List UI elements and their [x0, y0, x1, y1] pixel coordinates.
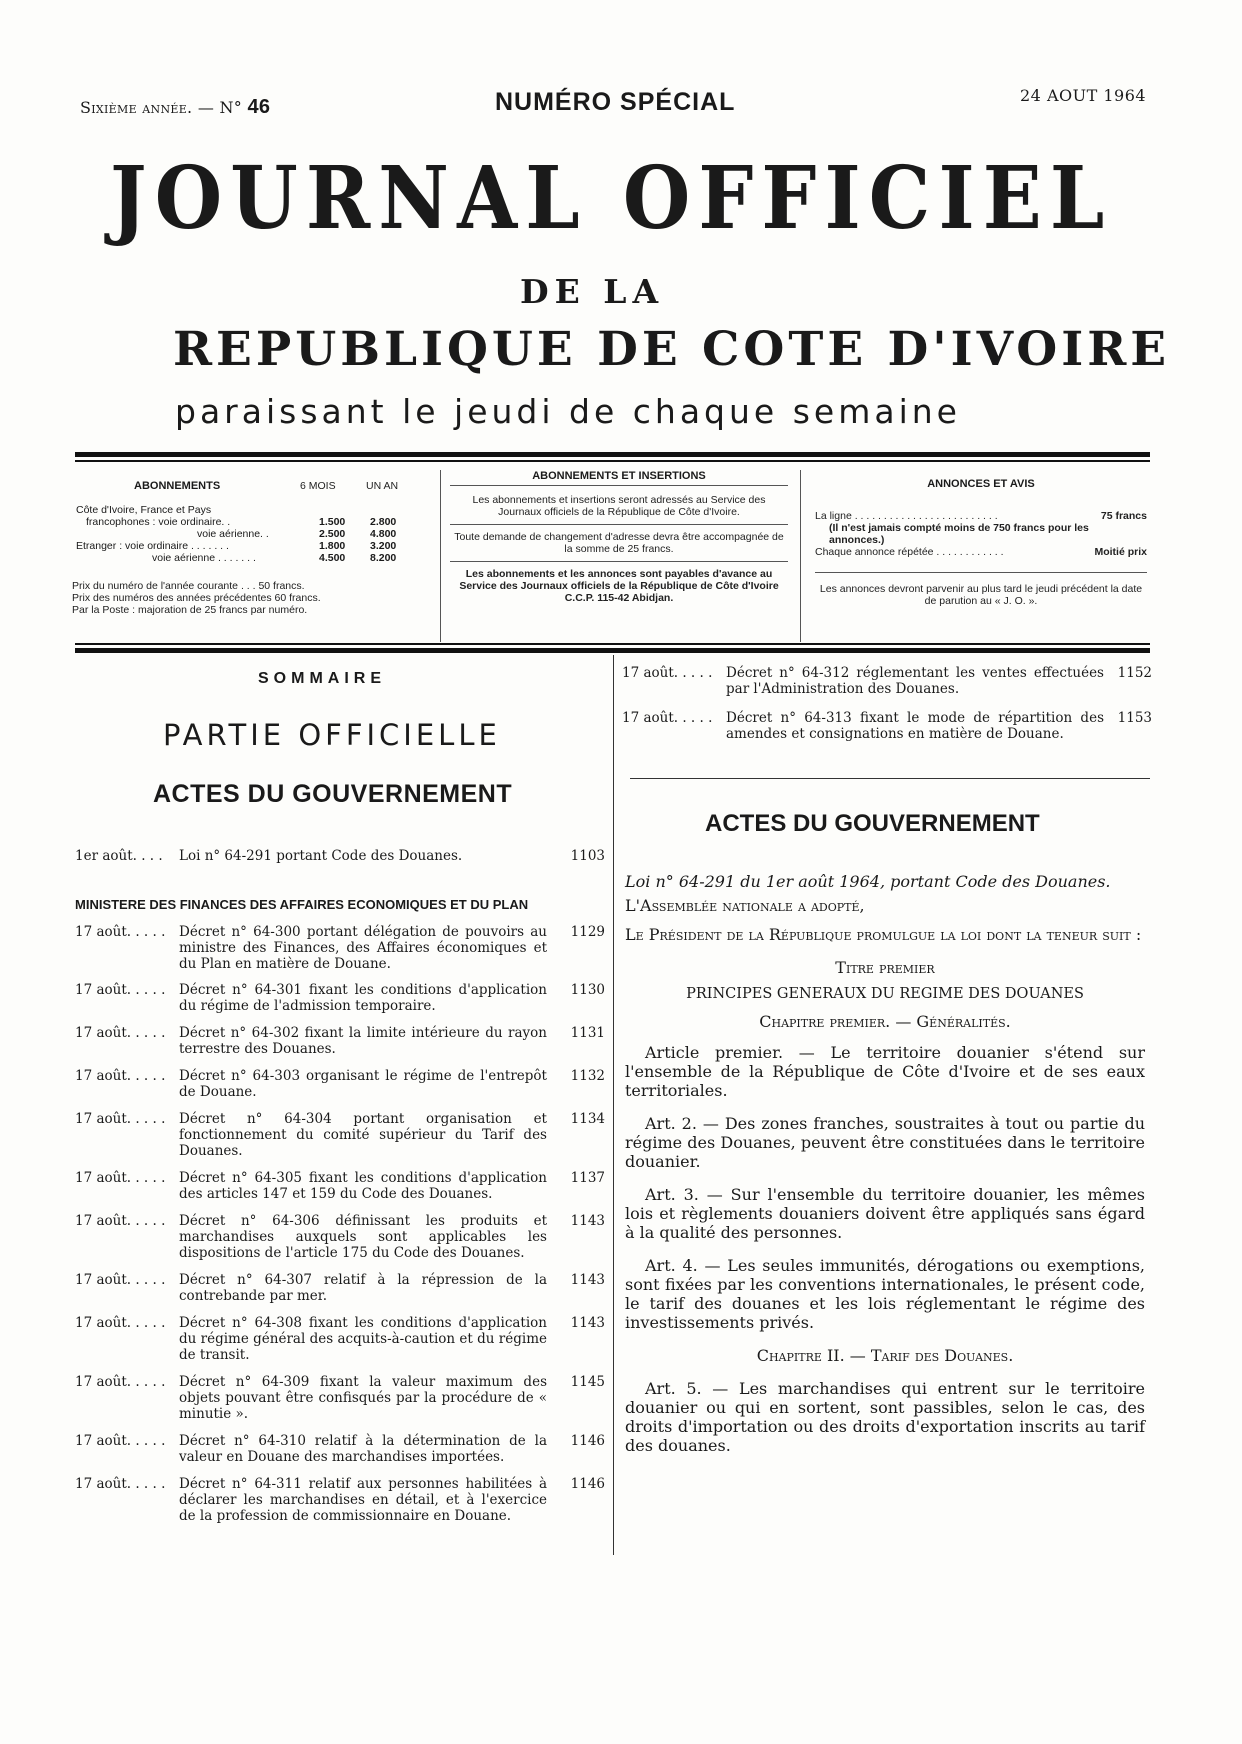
- toc-page: 1146: [570, 1476, 605, 1492]
- rate-label: Etranger : voie ordinaire . . . . . . .: [76, 540, 229, 552]
- toc-text: Décret n° 64-300 portant délégation de pouvoirs au ministre des Finances, des Affaires économiques et du Plan en matière de Douane.: [179, 924, 547, 972]
- toc-page: 1145: [570, 1374, 605, 1390]
- price-notes: [72, 580, 432, 616]
- toc-date: 17 août. . . . .: [75, 924, 166, 940]
- toc-page: 1132: [570, 1068, 605, 1084]
- toc-date: 17 août. . . . .: [75, 1315, 166, 1331]
- toc-text: Décret n° 64-303 organisant le régime de l'entrepôt de Douane.: [179, 1068, 547, 1100]
- sommaire-heading: SOMMAIRE: [258, 670, 386, 687]
- partie-officielle: PARTIE OFFICIELLE: [163, 718, 501, 752]
- toc-date: 1er août. . . .: [75, 848, 163, 864]
- line-price-value: 75 francs: [1100, 510, 1147, 522]
- toc-page: 1153: [1117, 710, 1152, 726]
- toc-date: 17 août. . . . .: [75, 1213, 166, 1229]
- toc-text: Décret n° 64-302 fixant la limite intérieure du rayon terrestre des Douanes.: [179, 1025, 547, 1057]
- rate-label: voie aérienne. .: [197, 528, 269, 540]
- rate-label: francophones : voie ordinaire. .: [86, 516, 231, 528]
- inserts-p2: Toute demande de changement d'adresse devra être accompagnée de la somme de 25 francs.: [454, 531, 784, 555]
- republic-name: REPUBLIQUE DE COTE D'IVOIRE: [173, 322, 1171, 377]
- subscriptions-heading: ABONNEMENTS: [134, 480, 221, 492]
- journal-title: JOURNAL OFFICIEL: [110, 148, 1113, 249]
- toc-text: Décret n° 64-310 relatif à la détermination de la valeur en Douane des marchandises importées.: [179, 1433, 547, 1465]
- toc-page: 1146: [570, 1433, 605, 1449]
- repeat-price-label: Chaque annonce répétée . . . . . . . . . . . .: [815, 546, 1004, 558]
- article-5: Art. 5. — Les marchandises qui entrent sur le territoire douanier ou qui en sortent, sont passibles, selon le cas, des droits d'importation ou des droits d'exportation inscrits au tarif des douanes.: [625, 1379, 1145, 1455]
- rate-year: 2.800: [370, 516, 397, 528]
- toc-date: 17 août. . . . .: [75, 1476, 166, 1492]
- price-line: Par la Poste : majoration de 25 francs par numéro.: [72, 604, 308, 616]
- principes-heading: PRINCIPES GENERAUX DU REGIME DES DOUANES: [686, 986, 1084, 1002]
- inserts-heading: ABONNEMENTS ET INSERTIONS: [532, 470, 706, 482]
- announcements-box: [815, 478, 1147, 607]
- col-six-months: 6 MOIS: [300, 480, 336, 492]
- toc-date: 17 août. . . . .: [75, 1272, 166, 1288]
- repeat-price: [815, 546, 1147, 558]
- rate-six: 2.500: [319, 528, 346, 540]
- issue-date: 24 AOUT 1964: [1020, 86, 1147, 105]
- toc-page: 1129: [570, 924, 605, 940]
- deadline-note: Les annonces devront parvenir au plus tard le jeudi précédent la date de parution au « J. O. ».: [819, 583, 1143, 607]
- rate-year: 8.200: [370, 552, 397, 564]
- rate-label: Côte d'Ivoire, France et Pays: [76, 504, 212, 516]
- minimum-note: (Il n'est jamais compté moins de 750 francs pour les annonces.): [829, 522, 1089, 546]
- rate-year: [366, 504, 417, 516]
- col-one-year: UN AN: [366, 480, 399, 492]
- article-body: [625, 872, 1145, 1455]
- toc-date: 17 août. . . . .: [75, 1068, 166, 1084]
- toc-text: Décret n° 64-309 fixant la valeur maximum des objets pouvant être confisqués par la procédure de « minutie ».: [179, 1374, 547, 1422]
- toc-page: 1152: [1117, 665, 1152, 681]
- loi-title: Loi n° 64-291 du 1er août 1964, portant Code des Douanes.: [625, 872, 1111, 891]
- rate-six: [315, 504, 366, 516]
- toc-date: 17 août. . . . .: [622, 665, 713, 681]
- titre-premier: Titre premier: [835, 958, 935, 977]
- toc-date: 17 août. . . . .: [75, 982, 166, 998]
- box-divider: [800, 470, 801, 642]
- toc-page: 1130: [570, 982, 605, 998]
- toc-text: Décret n° 64-304 portant organisation et fonctionnement du comité supérieur du Tarif des Douanes.: [179, 1111, 547, 1159]
- section-rule: [630, 778, 1150, 779]
- line-price-label: La ligne . . . . . . . . . . . . . . . . . . . . . . . . .: [815, 510, 998, 522]
- article-4: Art. 4. — Les seules immunités, dérogations ou exemptions, sont fixées par les conventions internationales, le présent code, le tarif des douanes et les lois réglementant le régime des investissements privés.: [625, 1256, 1145, 1332]
- price-line: Prix des numéros des années précédentes 60 francs.: [72, 592, 321, 604]
- toc-date: 17 août. . . . .: [75, 1025, 166, 1041]
- toc-page: 1134: [570, 1111, 605, 1127]
- box-divider: [440, 470, 441, 642]
- column-divider: [613, 655, 614, 1555]
- toc-text: Décret n° 64-311 relatif aux personnes habilitées à déclarer les marchandises en détail, et à l'exercice de la profession de commissionnaire en Douane.: [179, 1476, 547, 1524]
- ministry-heading: MINISTERE DES FINANCES DES AFFAIRES ECONOMIQUES ET DU PLAN: [75, 897, 529, 912]
- annonces-heading: ANNONCES ET AVIS: [927, 478, 1035, 490]
- toc-page: 1143: [570, 1213, 605, 1229]
- article-2: Art. 2. — Des zones franches, soustraites à tout ou partie du régime des Douanes, peuvent être constituées dans le territoire douanier.: [625, 1114, 1145, 1171]
- journal-de-la: DE LA: [520, 272, 665, 311]
- toc-text: Décret n° 64-313 fixant le mode de répartition des amendes et consignations en matière de Douane.: [726, 710, 1104, 742]
- price-line: Prix du numéro de l'année courante . . . 50 francs.: [72, 580, 305, 592]
- table-row: [72, 552, 417, 564]
- toc-date: 17 août. . . . .: [622, 710, 713, 726]
- rate-year: 3.200: [370, 540, 397, 552]
- toc-date: 17 août. . . . .: [75, 1111, 166, 1127]
- assemblee-line: L'Assemblée nationale a adopté,: [625, 896, 865, 915]
- table-row: [72, 516, 417, 528]
- table-row: [72, 540, 417, 552]
- toc-page: 1131: [570, 1025, 605, 1041]
- rate-six: 1.500: [319, 516, 346, 528]
- president-line: Le Président de la République promulgue la loi dont la teneur suit :: [625, 925, 1142, 944]
- bottom-rule-thin: [75, 643, 1150, 645]
- issue-number: 46: [247, 96, 271, 118]
- toc-text: Décret n° 64-312 réglementant les ventes effectuées par l'Administration des Douanes.: [726, 665, 1104, 697]
- toc-text: Décret n° 64-301 fixant les conditions d'application du régime de l'admission temporaire.: [179, 982, 547, 1014]
- toc-text: Décret n° 64-305 fixant les conditions d'application des articles 147 et 159 du Code des Douanes.: [179, 1170, 547, 1202]
- actes-heading-right: ACTES DU GOUVERNEMENT: [705, 810, 1040, 837]
- rate-year: 4.800: [370, 528, 397, 540]
- chapitre-2: Chapitre II. — Tarif des Douanes.: [756, 1346, 1014, 1365]
- subscriptions-inserts: [450, 470, 788, 604]
- toc-page: 1103: [570, 848, 605, 864]
- chapitre-premier: Chapitre premier. — Généralités.: [759, 1012, 1011, 1031]
- inserts-p1: Les abonnements et insertions seront adressés au Service des Journaux officiels de la République de Côte d'Ivoire.: [472, 494, 766, 518]
- article-1: Article premier. — Le territoire douanier s'étend sur l'ensemble de la République de Côte d'Ivoire et de ses eaux territoriales.: [625, 1043, 1145, 1100]
- toc-loi[interactable]: [75, 848, 605, 864]
- rate-label: voie aérienne . . . . . . .: [152, 552, 256, 564]
- toc-text: Loi n° 64-291 portant Code des Douanes.: [179, 848, 463, 864]
- year-label: Sixième année. — N°: [80, 98, 243, 117]
- special-issue-label: NUMÉRO SPÉCIAL: [495, 88, 736, 116]
- top-rule: [75, 452, 1150, 457]
- actes-heading-left: ACTES DU GOUVERNEMENT: [153, 780, 513, 808]
- rates-table: [72, 504, 417, 564]
- toc-text: Décret n° 64-307 relatif à la répression de la contrebande par mer.: [179, 1272, 547, 1304]
- toc-date: 17 août. . . . .: [75, 1170, 166, 1186]
- table-row: [72, 528, 417, 540]
- repeat-price-value: Moitié prix: [1094, 546, 1147, 558]
- rate-six: 1.800: [319, 540, 346, 552]
- toc-page: 1143: [570, 1272, 605, 1288]
- bottom-rule: [75, 648, 1150, 653]
- top-rule-thin: [75, 460, 1150, 462]
- journal-subtitle: paraissant le jeudi de chaque semaine: [175, 392, 961, 431]
- toc-text: Décret n° 64-308 fixant les conditions d'application du régime général des acquits-à-caution et du régime de transit.: [179, 1315, 547, 1363]
- toc-date: 17 août. . . . .: [75, 1374, 166, 1390]
- issue-info: [80, 96, 270, 119]
- table-row: [72, 504, 417, 516]
- toc-page: 1143: [570, 1315, 605, 1331]
- toc-text: Décret n° 64-306 définissant les produits et marchandises auxquels sont applicables les dispositions de l'article 175 du Code des Douanes.: [179, 1213, 547, 1261]
- toc-date: 17 août. . . . .: [75, 1433, 166, 1449]
- toc-page: 1137: [570, 1170, 605, 1186]
- line-price: [815, 510, 1147, 522]
- article-3: Art. 3. — Sur l'ensemble du territoire douanier, les mêmes lois et règlements douaniers doivent être appliqués sans égard à la qualité des personnes.: [625, 1185, 1145, 1242]
- inserts-p3: Les abonnements et les annonces sont payables d'avance au Service des Journaux officiels de la République de Côte d'Ivoire C.C.P. 115-42 Abidjan.: [459, 568, 779, 604]
- subscription-rates: [72, 480, 432, 616]
- rate-six: 4.500: [319, 552, 346, 564]
